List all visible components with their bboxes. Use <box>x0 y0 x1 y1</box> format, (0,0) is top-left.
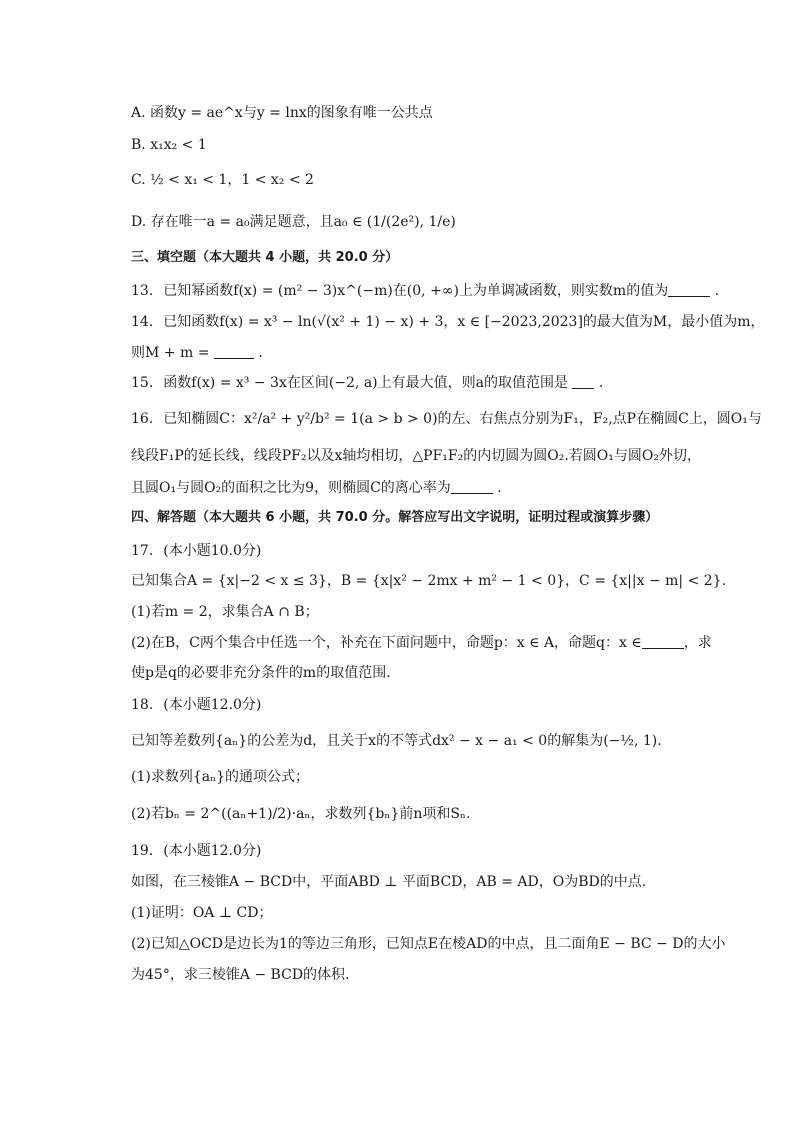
question-16-line-1 <box>131 409 762 429</box>
option-c <box>131 170 314 190</box>
option-a <box>131 103 433 123</box>
question-19-header <box>131 841 261 861</box>
section-title-solutions: 四、解答题（本大题共 6 小题，共 70.0 分。解答应写出文字说明，证明过程或演算步骤） <box>131 510 659 525</box>
question-tail: . <box>497 480 502 496</box>
option-label: C. <box>131 172 146 188</box>
question-score: (本小题12.0分) <box>163 697 262 713</box>
question-18-line-3: (2)若bₙ = 2^((aₙ+1)/2)·aₙ，求数列{bₙ}前n项和Sₙ. <box>131 806 471 822</box>
question-17-line-1: 已知集合A = {x|−2 < x ≤ 3}，B = {x|x² − 2mx + m² − 1 < 0}，C = {x||x − m| < 2}. <box>131 573 727 589</box>
option-label: A. <box>131 105 146 121</box>
option-label: D. <box>131 214 147 230</box>
question-16-line-3 <box>131 478 502 498</box>
question-text: 已知函数f(x) = x³ − ln(√(x² + 1) − x) + 3，x ∈ [−2023,2023]的最大值为M，最小值为m， <box>163 314 765 330</box>
question-text: 已知幂函数f(x) = (m² − 3)x^(−m)在(0, +∞)上为单调减函数，则实数m的值为 <box>163 283 669 299</box>
question-number: 19. <box>131 843 154 859</box>
option-b <box>131 135 207 155</box>
question-tail: . <box>258 345 263 361</box>
answer-blank <box>572 374 594 389</box>
question-text: 已知椭圆C：x²/a² + y²/b² = 1(a > b > 0)的左、右焦点分别为F₁，F₂,点P在椭圆C上，圆O₁与 <box>163 411 762 427</box>
question-text: ，求 <box>683 635 712 651</box>
question-16-line-2 <box>131 446 701 466</box>
option-text: 函数y = ae^x与y = lnx的图象有唯一公共点 <box>150 105 433 121</box>
question-text: 且圆O₁与圆O₂的面积之比为9，则椭圆C的离心率为 <box>131 480 451 496</box>
option-label: B. <box>131 137 146 153</box>
answer-blank <box>668 282 710 297</box>
answer-blank <box>451 479 493 494</box>
answer-blank <box>642 634 684 649</box>
question-17-line-2: (1)若m = 2，求集合A ∩ B； <box>131 604 319 620</box>
question-text: 则M + m = <box>131 345 210 361</box>
question-14-line-2 <box>131 343 263 363</box>
question-17-line-3 <box>131 633 712 653</box>
question-text: (2)在B，C两个集合中任选一个，补充在下面问题中，命题p：x ∈ A，命题q：x ∈ <box>131 635 642 651</box>
question-18-line-1: 已知等差数列{aₙ}的公差为d，且关于x的不等式dx² − x − a₁ < 0的解集为(−½, 1). <box>131 733 662 749</box>
question-17-header <box>131 541 261 561</box>
question-18-header <box>131 695 261 715</box>
option-d <box>131 212 456 232</box>
question-text: 线段F₁P的延长线，线段PF₂以及x轴均相切，△PF₁F₂的内切圆为圆O₂.若圆O₁与圆O₂外切， <box>131 448 701 464</box>
question-14-line-1 <box>131 312 765 332</box>
question-18-line-2: (1)求数列{aₙ}的通项公式； <box>131 769 310 785</box>
section-title-fill-in: 三、填空题（本大题共 4 小题，共 20.0 分） <box>131 250 399 265</box>
question-19-line-3: (2)已知△OCD是边长为1的等边三角形，已知点E在棱AD的中点，且二面角E − BC − D的大小 <box>131 936 726 952</box>
question-17-line-4: 使p是q的必要非充分条件的m的取值范围. <box>131 665 391 681</box>
question-number: 13. <box>131 283 154 299</box>
question-13 <box>131 281 719 301</box>
option-text: x₁x₂ < 1 <box>150 137 207 153</box>
question-number: 15. <box>131 375 154 391</box>
question-19-line-1: 如图，在三棱锥A − BCD中，平面ABD ⊥ 平面BCD，AB = AD，O为BD的中点. <box>131 874 647 890</box>
question-15 <box>131 373 603 393</box>
question-number: 14. <box>131 314 154 330</box>
question-number: 16. <box>131 411 154 427</box>
option-text: ½ < x₁ < 1，1 < x₂ < 2 <box>150 172 314 188</box>
question-number: 18. <box>131 697 154 713</box>
answer-blank <box>214 344 254 359</box>
question-text: 函数f(x) = x³ − 3x在区间(−2, a)上有最大值，则a的取值范围是 <box>163 375 568 391</box>
question-19-line-4: 为45°，求三棱锥A − BCD的体积. <box>131 967 350 983</box>
question-score: (本小题12.0分) <box>163 843 262 859</box>
question-score: (本小题10.0分) <box>163 543 262 559</box>
question-tail: . <box>714 283 720 299</box>
option-text: 存在唯一a = a₀满足题意，且a₀ ∈ (1/(2e²), 1/e) <box>150 214 456 230</box>
question-19-line-2: (1)证明：OA ⊥ CD； <box>131 905 273 921</box>
question-tail: . <box>598 375 604 391</box>
question-number: 17. <box>131 543 154 559</box>
